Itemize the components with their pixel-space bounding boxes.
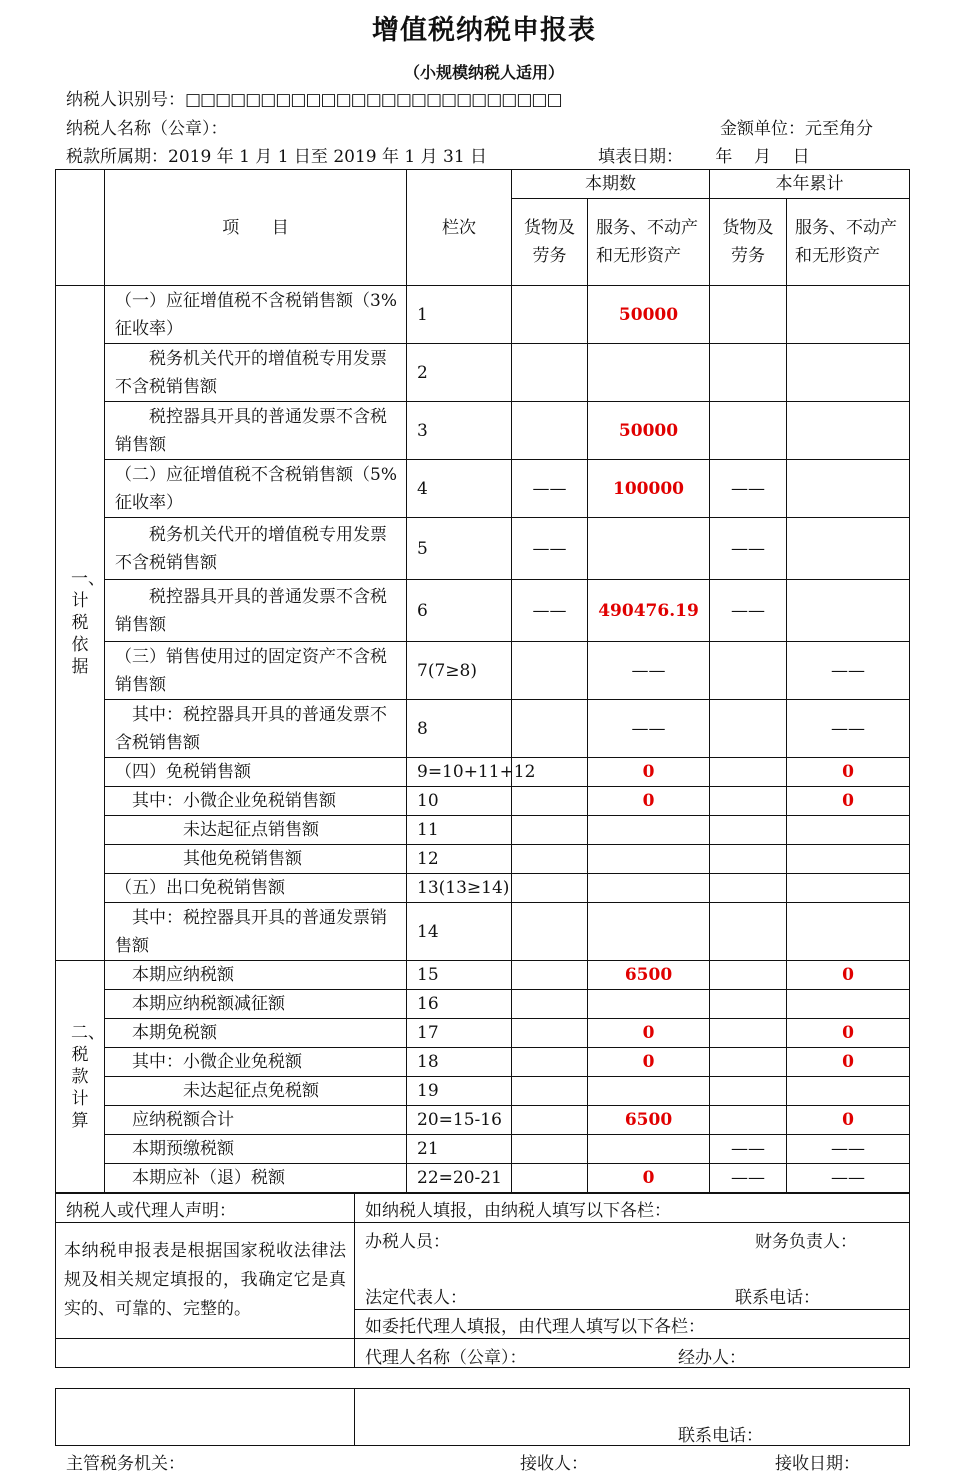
row-item: 未达起征点销售额 <box>105 816 407 845</box>
value-cell-c3[interactable] <box>710 758 787 787</box>
table-row <box>56 816 910 845</box>
value-cell-c1[interactable] <box>512 642 588 700</box>
value-cell-c4[interactable]: 0 <box>787 1048 910 1077</box>
header-services-current: 服务、不动产和无形资产 <box>588 199 710 286</box>
row-line-number: 10 <box>407 787 512 816</box>
value-cell-c3[interactable]: —— <box>710 460 787 518</box>
value-cell-c3[interactable] <box>710 344 787 402</box>
row-item: 税控器具开具的普通发票不含税销售额 <box>105 580 407 642</box>
amount-unit: 金额单位：元至角分 <box>720 119 873 139</box>
value-cell-c4[interactable] <box>787 816 910 845</box>
row-line-number: 8 <box>407 700 512 758</box>
table-row <box>56 1106 910 1135</box>
tax-officer[interactable]: 办税人员： <box>365 1232 450 1252</box>
value-cell-c1[interactable] <box>512 344 588 402</box>
value-cell-c2[interactable] <box>588 903 710 961</box>
value-cell-c3[interactable]: —— <box>710 1164 787 1193</box>
agent-fill-note: 如委托代理人填报，由代理人填写以下各栏： <box>355 1310 910 1339</box>
value-cell-c1[interactable] <box>512 1048 588 1077</box>
value-cell-c4[interactable]: 0 <box>787 787 910 816</box>
row-line-number: 19 <box>407 1077 512 1106</box>
value-cell-c1[interactable] <box>512 903 588 961</box>
row-line-number: 14 <box>407 903 512 961</box>
table-row <box>56 518 910 580</box>
value-cell-c3[interactable] <box>710 961 787 990</box>
row-item: 其中：小微企业免税额 <box>105 1048 407 1077</box>
row-item: （三）销售使用过的固定资产不含税销售额 <box>105 642 407 700</box>
header-services-year: 服务、不动产和无形资产 <box>787 199 910 286</box>
value-cell-c4[interactable]: 0 <box>787 1106 910 1135</box>
taxpayer-name-label: 纳税人名称（公章）： <box>66 119 228 139</box>
row-item: （四）免税销售额 <box>105 758 407 787</box>
table-row <box>56 961 910 990</box>
value-cell-c3[interactable] <box>710 874 787 903</box>
value-cell-c2[interactable]: 6500 <box>588 961 710 990</box>
value-cell-c2[interactable]: 100000 <box>588 460 710 518</box>
value-cell-c1[interactable] <box>512 787 588 816</box>
value-cell-c2[interactable] <box>588 518 710 580</box>
section-calc-label: 二、税款计算 <box>56 961 105 1193</box>
value-cell-c3[interactable] <box>710 787 787 816</box>
value-cell-c1[interactable]: —— <box>512 580 588 642</box>
row-item: 其他免税销售额 <box>105 845 407 874</box>
value-cell-c3[interactable] <box>710 642 787 700</box>
value-cell-c2[interactable]: 0 <box>588 1019 710 1048</box>
table-row <box>56 402 910 460</box>
value-cell-c4[interactable] <box>787 518 910 580</box>
declaration-blank <box>56 1339 355 1368</box>
value-cell-c4[interactable] <box>787 845 910 874</box>
value-cell-c2[interactable]: 50000 <box>588 402 710 460</box>
value-cell-c1[interactable] <box>512 1077 588 1106</box>
row-item: 本期应补（退）税额 <box>105 1164 407 1193</box>
table-row <box>56 1019 910 1048</box>
table-row <box>56 580 910 642</box>
value-cell-c4[interactable]: —— <box>787 1135 910 1164</box>
value-cell-c1[interactable] <box>512 874 588 903</box>
row-line-number: 13(13≥14) <box>407 874 512 903</box>
row-item: 其中：税控器具开具的普通发票销售额 <box>105 903 407 961</box>
value-cell-c3[interactable] <box>710 903 787 961</box>
row-item: 本期预缴税额 <box>105 1135 407 1164</box>
value-cell-c3[interactable] <box>710 402 787 460</box>
row-item: 本期应纳税额减征额 <box>105 990 407 1019</box>
table-row <box>56 990 910 1019</box>
value-cell-c2[interactable] <box>588 990 710 1019</box>
value-cell-c2[interactable]: —— <box>588 642 710 700</box>
value-cell-c1[interactable]: —— <box>512 460 588 518</box>
row-item: 其中：税控器具开具的普通发票不含税销售额 <box>105 700 407 758</box>
row-item: （五）出口免税销售额 <box>105 874 407 903</box>
value-cell-c1[interactable] <box>512 990 588 1019</box>
value-cell-c2[interactable] <box>588 845 710 874</box>
value-cell-c4[interactable]: —— <box>787 700 910 758</box>
row-line-number: 22=20-21 <box>407 1164 512 1193</box>
table-row <box>56 845 910 874</box>
value-cell-c3[interactable] <box>710 286 787 344</box>
value-cell-c3[interactable] <box>710 1048 787 1077</box>
authority-box <box>55 1388 910 1446</box>
value-cell-c2[interactable] <box>588 1077 710 1106</box>
row-line-number: 12 <box>407 845 512 874</box>
value-cell-c3[interactable]: —— <box>710 580 787 642</box>
value-cell-c1[interactable]: —— <box>512 518 588 580</box>
table-row <box>56 903 910 961</box>
authority-cell <box>355 1389 910 1446</box>
declaration-table <box>55 169 910 1193</box>
value-cell-c2[interactable]: 490476.19 <box>588 580 710 642</box>
table-row <box>56 642 910 700</box>
value-cell-c2[interactable]: 0 <box>588 787 710 816</box>
value-cell-c1[interactable] <box>512 1164 588 1193</box>
value-cell-c4[interactable] <box>787 402 910 460</box>
taxpayer-id-label: 纳税人识别号： <box>66 90 185 110</box>
agent-name[interactable]: 代理人名称（公章）： <box>365 1348 527 1368</box>
value-cell-c4[interactable]: —— <box>787 1164 910 1193</box>
table-row <box>56 874 910 903</box>
agent-cell <box>355 1339 910 1368</box>
value-cell-c1[interactable] <box>512 1019 588 1048</box>
value-cell-c4[interactable] <box>787 874 910 903</box>
value-cell-c4[interactable] <box>787 580 910 642</box>
row-line-number: 6 <box>407 580 512 642</box>
row-item: 其中：小微企业免税销售额 <box>105 787 407 816</box>
value-cell-c3[interactable] <box>710 1106 787 1135</box>
value-cell-c2[interactable] <box>588 816 710 845</box>
table-row <box>56 344 910 402</box>
row-item: 未达起征点免税额 <box>105 1077 407 1106</box>
taxpayer-id-row <box>66 85 562 110</box>
value-cell-c2[interactable]: 50000 <box>588 286 710 344</box>
table-row <box>56 460 910 518</box>
header-current-period: 本期数 <box>512 170 710 199</box>
value-cell-c1[interactable] <box>512 1135 588 1164</box>
value-cell-c4[interactable] <box>787 286 910 344</box>
value-cell-c4[interactable]: —— <box>787 642 910 700</box>
table-row <box>56 1164 910 1193</box>
value-cell-c2[interactable] <box>588 874 710 903</box>
row-line-number: 16 <box>407 990 512 1019</box>
finance-head[interactable]: 财务负责人： <box>755 1232 857 1252</box>
handler[interactable]: 经办人： <box>678 1348 746 1368</box>
value-cell-c4[interactable] <box>787 903 910 961</box>
row-line-number: 17 <box>407 1019 512 1048</box>
row-item: 税务机关代开的增值税专用发票不含税销售额 <box>105 518 407 580</box>
row-line-number: 1 <box>407 286 512 344</box>
value-cell-c2[interactable]: —— <box>588 700 710 758</box>
row-line-number: 15 <box>407 961 512 990</box>
table-row <box>56 758 910 787</box>
row-item: 税务机关代开的增值税专用发票不含税销售额 <box>105 344 407 402</box>
officer-cell <box>355 1223 910 1310</box>
value-cell-c1[interactable] <box>512 816 588 845</box>
value-cell-c3[interactable] <box>710 700 787 758</box>
row-item: （二）应征增值税不含税销售额（5%征收率） <box>105 460 407 518</box>
value-cell-c2[interactable]: 6500 <box>588 1106 710 1135</box>
authority-blank <box>56 1389 355 1446</box>
declaration-label: 纳税人或代理人声明： <box>56 1194 355 1223</box>
value-cell-c4[interactable]: 0 <box>787 961 910 990</box>
row-item: 本期免税额 <box>105 1019 407 1048</box>
value-cell-c4[interactable]: 0 <box>787 1019 910 1048</box>
value-cell-c4[interactable] <box>787 460 910 518</box>
row-line-number: 18 <box>407 1048 512 1077</box>
row-line-number: 5 <box>407 518 512 580</box>
value-cell-c3[interactable] <box>710 1019 787 1048</box>
value-cell-c2[interactable] <box>588 344 710 402</box>
row-line-number: 11 <box>407 816 512 845</box>
receive-date: 接收日期： <box>775 1454 860 1474</box>
value-cell-c4[interactable] <box>787 344 910 402</box>
value-cell-c1[interactable] <box>512 700 588 758</box>
value-cell-c1[interactable] <box>512 402 588 460</box>
contact-phone[interactable]: 联系电话： <box>735 1288 820 1308</box>
value-cell-c4[interactable] <box>787 990 910 1019</box>
value-cell-c1[interactable] <box>512 961 588 990</box>
value-cell-c3[interactable]: —— <box>710 1135 787 1164</box>
header-year-cumulative: 本年累计 <box>710 170 910 199</box>
row-line-number: 9=10+11+12 <box>407 758 512 787</box>
row-item: 税控器具开具的普通发票不含税销售额 <box>105 402 407 460</box>
table-row <box>56 1077 910 1106</box>
value-cell-c3[interactable] <box>710 845 787 874</box>
table-row <box>56 1048 910 1077</box>
value-cell-c3[interactable] <box>710 1077 787 1106</box>
row-line-number: 4 <box>407 460 512 518</box>
legal-rep[interactable]: 法定代表人： <box>365 1288 467 1308</box>
section-basis-label: 一、计税依据 <box>56 286 105 961</box>
value-cell-c4[interactable]: 0 <box>787 758 910 787</box>
value-cell-c4[interactable] <box>787 1077 910 1106</box>
value-cell-c1[interactable] <box>512 286 588 344</box>
value-cell-c2[interactable]: 0 <box>588 1164 710 1193</box>
value-cell-c3[interactable]: —— <box>710 518 787 580</box>
value-cell-c1[interactable] <box>512 1106 588 1135</box>
tax-authority: 主管税务机关： <box>66 1454 185 1474</box>
value-cell-c2[interactable]: 0 <box>588 758 710 787</box>
value-cell-c2[interactable]: 0 <box>588 1048 710 1077</box>
form-title: 增值税纳税申报表 <box>372 15 596 46</box>
row-line-number: 3 <box>407 402 512 460</box>
agent-phone[interactable]: 联系电话： <box>678 1426 763 1446</box>
row-item: 应纳税额合计 <box>105 1106 407 1135</box>
table-row <box>56 787 910 816</box>
self-fill-note: 如纳税人填报，由纳税人填写以下各栏： <box>355 1194 910 1223</box>
header-item: 项 目 <box>105 170 407 286</box>
row-line-number: 2 <box>407 344 512 402</box>
value-cell-c3[interactable] <box>710 990 787 1019</box>
receiver: 接收人： <box>520 1454 588 1474</box>
table-row <box>56 286 910 344</box>
row-line-number: 7(7≥8) <box>407 642 512 700</box>
fill-date: 填表日期： 年 月 日 <box>598 147 810 167</box>
row-item: （一）应征增值税不含税销售额（3%征收率） <box>105 286 407 344</box>
table-row <box>56 1135 910 1164</box>
header-blank <box>56 170 105 286</box>
taxpayer-id-boxes[interactable]: □□□□□□□□□□□□□□□□□□□□□□□□□ <box>185 90 562 110</box>
table-row <box>56 700 910 758</box>
header-goods-current: 货物及劳务 <box>512 199 588 286</box>
row-line-number: 21 <box>407 1135 512 1164</box>
value-cell-c1[interactable] <box>512 845 588 874</box>
value-cell-c2[interactable] <box>588 1135 710 1164</box>
form-subtitle: （小规模纳税人适用） <box>403 63 564 82</box>
row-line-number: 20=15-16 <box>407 1106 512 1135</box>
value-cell-c3[interactable] <box>710 816 787 845</box>
tax-period: 税款所属期：2019 年 1 月 1 日至 2019 年 1 月 31 日 <box>66 147 488 167</box>
header-line: 栏次 <box>407 170 512 286</box>
row-item: 本期应纳税额 <box>105 961 407 990</box>
declaration-text: 本纳税申报表是根据国家税收法律法规及相关规定填报的，我确定它是真实的、可靠的、完整的。 <box>56 1223 355 1339</box>
declaration-section <box>55 1193 910 1368</box>
header-goods-year: 货物及劳务 <box>710 199 787 286</box>
